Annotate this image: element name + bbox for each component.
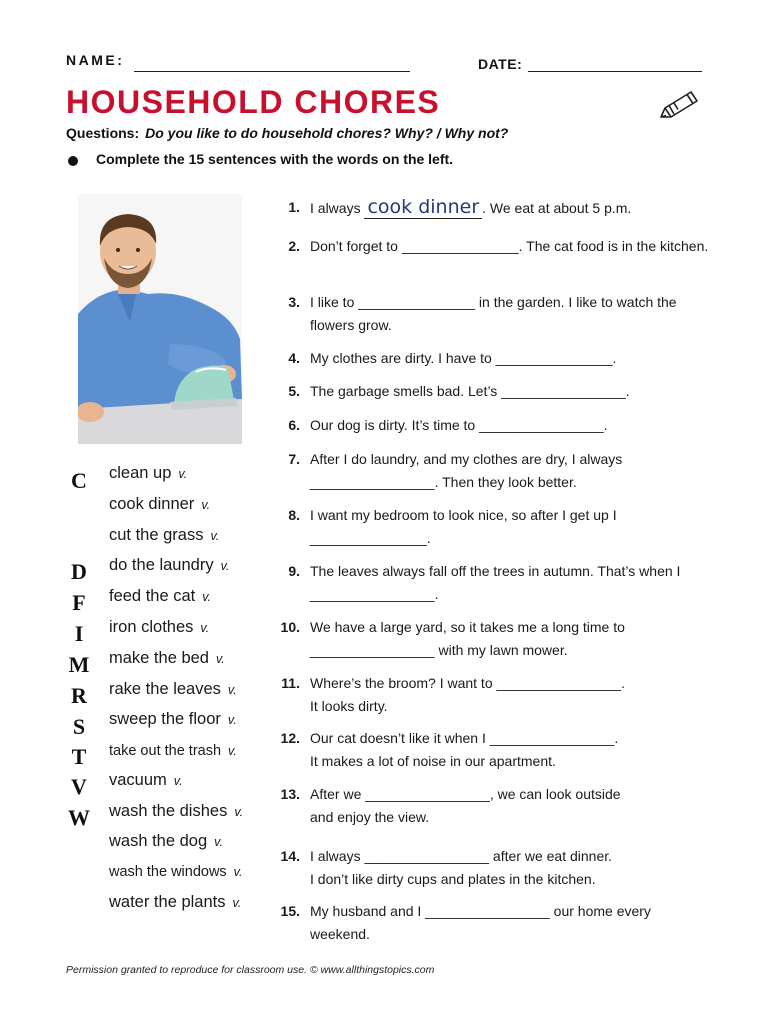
word-item: iron clothes v. xyxy=(109,618,210,636)
word-item: take out the trash v. xyxy=(109,743,237,759)
sentence-text[interactable]: Where’s the broom? I want to ________________. xyxy=(310,675,625,691)
letter-f: F xyxy=(72,590,86,615)
sentence-text[interactable]: I want my bedroom to look nice, so after I get up I _______________. xyxy=(310,507,617,546)
sentence-text[interactable]: Our cat doesn’t like it when I ________________. xyxy=(310,730,619,746)
name-label: NAME: xyxy=(66,52,125,68)
questions-line xyxy=(66,125,508,141)
word-item: wash the dishes v. xyxy=(109,802,244,820)
sentence-text-line2: I don’t like dirty cups and plates in the kitchen. xyxy=(310,871,596,887)
name-line[interactable] xyxy=(134,71,410,72)
page-title: HOUSEHOLD CHORES xyxy=(66,84,441,120)
sentence-text-line2: It makes a lot of noise in our apartment. xyxy=(310,753,556,769)
sentence-text[interactable]: We have a large yard, so it takes me a long time to ________________ with my lawn mower. xyxy=(310,619,625,658)
letter-r: R xyxy=(71,683,87,708)
word-item: water the plants v. xyxy=(109,893,242,911)
letter-c: C xyxy=(71,468,87,493)
letter-i: I xyxy=(74,621,84,646)
letter-w: W xyxy=(68,805,90,830)
questions-label: Questions: xyxy=(66,125,140,141)
date-line[interactable] xyxy=(528,71,702,72)
word-item: cut the grass v. xyxy=(109,526,220,544)
letter-d: D xyxy=(71,559,87,584)
word-item: wash the dog v. xyxy=(109,832,223,850)
man-ironing-photo xyxy=(78,194,242,444)
letter-v: V xyxy=(71,774,87,799)
letter-s: S xyxy=(72,714,86,739)
word-item: rake the leaves v. xyxy=(109,680,237,698)
sentence-text[interactable]: After I do laundry, and my clothes are dry, I always ________________. Then they look better. xyxy=(310,451,623,490)
date-label: DATE: xyxy=(478,56,523,72)
sentence-text[interactable]: My husband and I ________________ our home every weekend. xyxy=(310,903,651,942)
footer-permission: Permission granted to reproduce for classroom use. © www.allthingstopics.com xyxy=(66,964,435,976)
questions-text: Do you like to do household chores? Why? / Why not? xyxy=(145,125,509,141)
letter-m: M xyxy=(68,652,90,677)
sentence-text[interactable]: The garbage smells bad. Let’s ________________. xyxy=(310,383,630,399)
sentence-text[interactable]: My clothes are dirty. I have to _______________. xyxy=(310,350,617,366)
word-item: wash the windows v. xyxy=(109,864,243,880)
word-item: sweep the floor v. xyxy=(109,710,237,728)
word-item: do the laundry v. xyxy=(109,556,230,574)
sentence-text[interactable]: Our dog is dirty. It’s time to ________________. xyxy=(310,417,608,433)
instruction-text: Complete the 15 sentences with the words on the left. xyxy=(96,151,454,167)
sentence-text[interactable]: The leaves always fall off the trees in autumn. That’s when I ________________. xyxy=(310,563,681,602)
sentence-text[interactable]: After we ________________, we can look outside xyxy=(310,786,621,802)
answer-blank-filled[interactable]: cook dinner xyxy=(364,196,482,219)
sentence-text[interactable]: I like to _______________ in the garden. I like to watch the flowers grow. xyxy=(310,294,677,333)
word-item: clean up v. xyxy=(109,464,188,482)
pencil-icon xyxy=(658,86,702,122)
word-item: vacuum v. xyxy=(109,771,183,789)
sentence-text-line2: It looks dirty. xyxy=(310,698,388,714)
word-item: make the bed v. xyxy=(109,649,225,667)
sentence-text[interactable]: Don’t forget to _______________. The cat food is in the kitchen. xyxy=(310,238,709,254)
letter-t: T xyxy=(71,744,87,769)
word-item: cook dinner v. xyxy=(109,495,211,513)
word-item: feed the cat v. xyxy=(109,587,212,605)
bullet-icon xyxy=(68,156,78,166)
sentence-text[interactable]: I always ________________ after we eat dinner. xyxy=(310,848,613,864)
sentence-text-line2: and enjoy the view. xyxy=(310,809,430,825)
